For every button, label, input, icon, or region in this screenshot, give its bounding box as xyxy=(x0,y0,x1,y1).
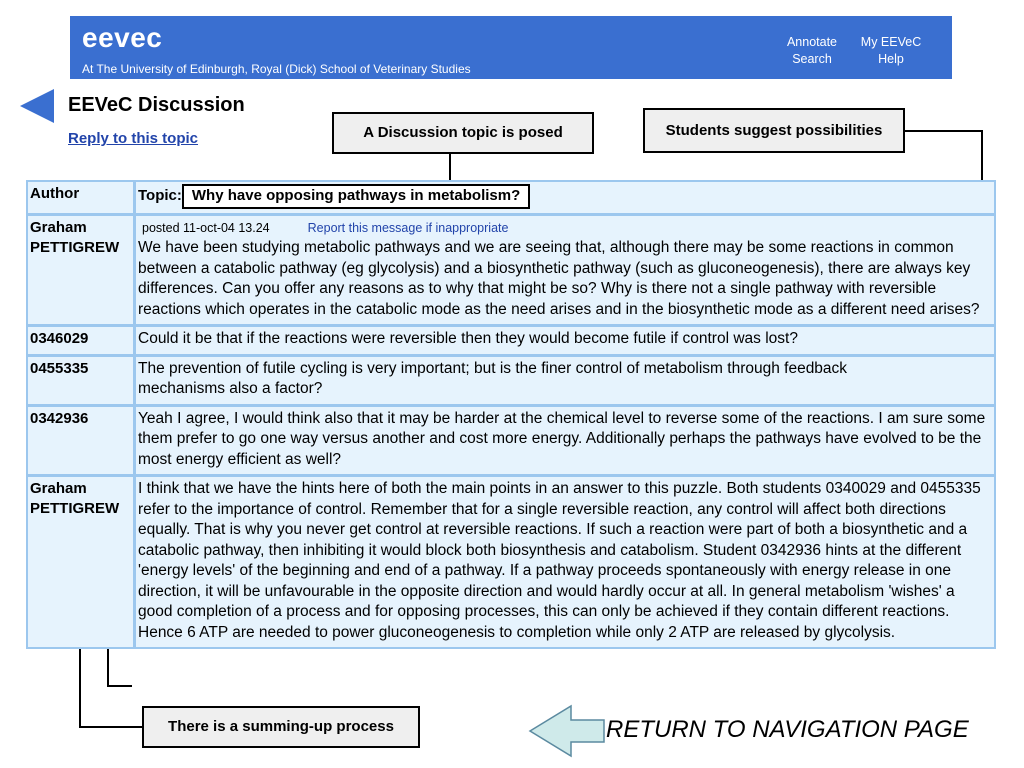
topic-column-header xyxy=(136,182,994,213)
table-row xyxy=(28,357,994,407)
left-arrow-outline-icon[interactable] xyxy=(530,706,604,756)
post-timestamp: posted 11-oct-04 13.24 xyxy=(142,220,270,235)
nav-search[interactable]: Search xyxy=(792,52,832,66)
post-author: Graham PETTIGREW xyxy=(28,477,136,647)
report-message-link[interactable]: Report this message if inappropriate xyxy=(307,220,509,235)
post-text: Yeah I agree, I would think also that it may be harder at the chemical level to reverse some of the reactions. I am sure some them prefer to go one way versus another and cost more energy. Additionally perhaps the pathways have evolved to be the most energy efficient as well? xyxy=(138,409,986,468)
post-body xyxy=(136,216,994,325)
post-author: Graham PETTIGREW xyxy=(28,216,136,325)
callout-summing-up: There is a summing-up process xyxy=(142,706,420,748)
table-header-row xyxy=(28,182,994,216)
callout-topic-posed: A Discussion topic is posed xyxy=(332,112,594,154)
callout-students-suggest: Students suggest possibilities xyxy=(643,108,905,153)
nav-annotate[interactable]: Annotate xyxy=(786,35,838,49)
institution-text: At The University of Edinburgh, Royal (Dick) School of Veterinary Studies xyxy=(82,62,471,76)
post-author: 0346029 xyxy=(28,327,136,354)
table-row xyxy=(28,216,994,328)
table-row xyxy=(28,327,994,357)
brand-logo[interactable]: eevec xyxy=(82,22,163,53)
post-meta xyxy=(142,218,992,239)
reply-to-topic-link[interactable]: Reply to this topic xyxy=(68,130,199,147)
post-text: Could it be that if the reactions were reversible then they would become futile if control was lost? xyxy=(138,330,798,347)
author-column-header: Author xyxy=(28,182,136,213)
page-title: EEVeC Discussion xyxy=(68,94,245,116)
nav-my-eevec[interactable]: My EEVeC xyxy=(860,35,922,49)
topic-prefix: Topic: xyxy=(138,187,182,204)
post-author: 0455335 xyxy=(28,357,136,404)
post-text: I think that we have the hints here of both the main points in an answer to this puzzle. Both students 0340029 and 0455335 refer to the importance of control. Remember that for a single reversible reaction, any control will affect both directions equally. That is why you never get control at reversible reactions. If such a reaction were part of both a biosynthetic and a catabolic pathway, then inhibiting it would block both biosynthesis and catabolism. Student 0342936 hints at the different 'energy levels' of the beginning and end of a pathway. If a pathway proceeds spontaneously with energy release in one direction, it will be unfavourable in the opposite direction and would hardly occur at all. In general metabolism 'wishes' a good completion of a process and for opposing processes, this can only be achieved if they contain different reactions. Hence 6 ATP are needed to power gluconeogenesis to completion while only 2 ATP are released by glycolysis. xyxy=(138,480,981,641)
post-author: 0342936 xyxy=(28,407,136,475)
discussion-table xyxy=(26,180,996,649)
topic-title: Why have opposing pathways in metabolism? xyxy=(182,184,530,209)
post-text: The prevention of futile cycling is very important; but is the finer control of metabolism through feedback mechanisms also a factor? xyxy=(138,359,848,397)
nav-help[interactable]: Help xyxy=(878,52,904,66)
table-row xyxy=(28,477,994,647)
post-text: We have been studying metabolic pathways and we are seeing that, although there may be some reactions in common between a catabolic pathway (eg glycolysis) and a biosynthetic pathway (such as gluconeogenesis), there are always key differences. Can you offer any reasons as to why that might be so? Why is there not a single pathway with reversible reactions which operates in the catabolic mode as the need arises and in the biosynthetic mode as a different need arises? xyxy=(138,239,980,318)
table-row xyxy=(28,407,994,478)
return-to-navigation-link[interactable]: RETURN TO NAVIGATION PAGE xyxy=(606,716,969,743)
